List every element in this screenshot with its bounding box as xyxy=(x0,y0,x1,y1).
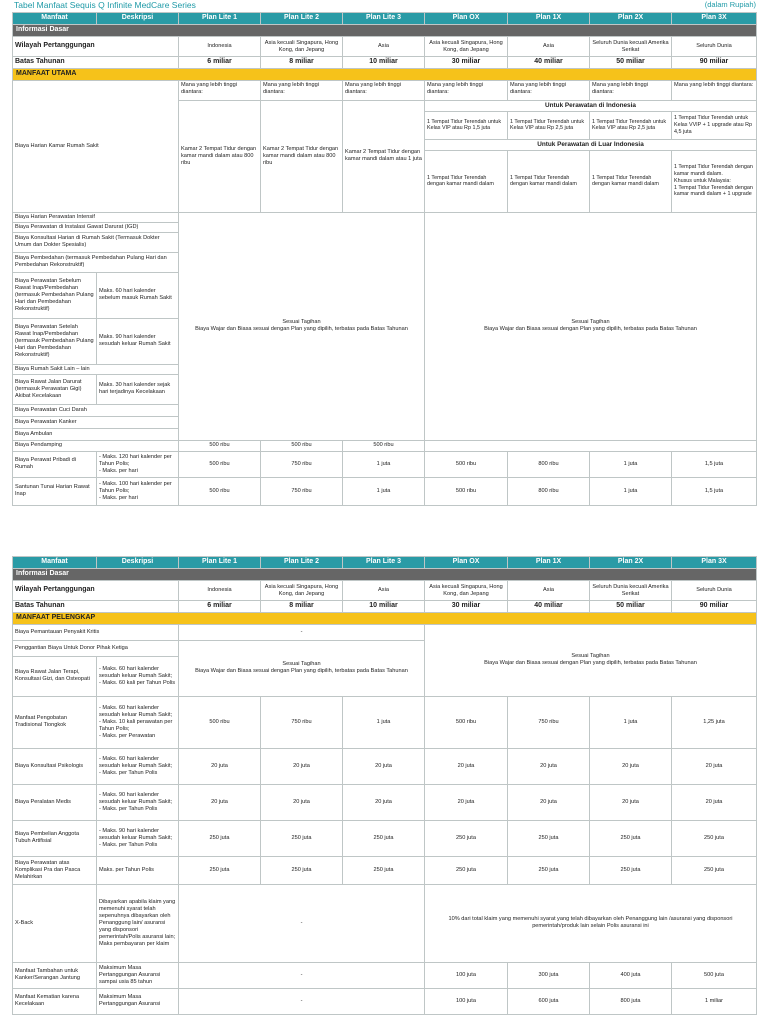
row-desc: - Maks. 90 hari kalender sesudah keluar Rumah Sakit; - Maks. per Tahun Polis xyxy=(97,820,179,856)
row-desc: - Maks. 120 hari kalender per Tahun Polis; - Maks. per hari xyxy=(97,451,179,477)
currency-note: (dalam Rupiah) xyxy=(704,0,756,9)
cell: Seluruh Dunia xyxy=(672,581,757,601)
sesuai-tagihan-lite: Sesuai Tagihan Biaya Wajar dan Biasa sesuai dengan Plan yang dipilih, terbatas pada Batas Tahunan xyxy=(179,212,425,440)
row-label: Biaya Perawatan atas Komplikasi Pra dan Pasca Melahirkan xyxy=(13,856,97,884)
cell: 250 juta xyxy=(590,856,672,884)
col-header: Plan 3X xyxy=(672,557,757,569)
sesuai-tagihan-x: Sesuai Tagihan Biaya Wajar dan Biasa sesuai dengan Plan yang dipilih, terbatas pada Batas Tahunan xyxy=(425,624,757,696)
cell: 20 juta xyxy=(590,748,672,784)
cell: 500 juta xyxy=(672,962,757,988)
row-label: Biaya Pembelian Anggota Tubuh Artifisial xyxy=(13,820,97,856)
row-desc: Dibayarkan apabila klaim yang memenuhi syarat telah sepenuhnya dibayarkan oleh Penanggung lain/ asuransi yang disponsori pemerintah/Polis asuransi lain; Maks pembayaran per klaim xyxy=(97,884,179,962)
benefit-table-main xyxy=(12,12,757,506)
subheader-luar: Untuk Perawatan di Luar Indonesia xyxy=(425,139,757,150)
cell: - xyxy=(179,884,425,962)
row-label: Biaya Perawatan Sebelum Rawat Inap/Pembedahan (termasuk Pembedahan Pulang Hari dan Pembedahan Rekonstruktif) xyxy=(13,272,97,318)
cell: 1 juta xyxy=(590,451,672,477)
row-label: Batas Tahunan xyxy=(13,57,179,69)
cell: 20 juta xyxy=(343,748,425,784)
cell: 20 juta xyxy=(508,748,590,784)
cell: 1,5 juta xyxy=(672,477,757,505)
row-label: Biaya Pemantauan Penyakit Kritis xyxy=(13,624,179,640)
row-label: Biaya Harian Perawatan Intensif xyxy=(13,212,179,222)
cell: 90 miliar xyxy=(672,57,757,69)
cell: 250 juta xyxy=(508,820,590,856)
col-header: Plan 1X xyxy=(508,13,590,25)
cell: - xyxy=(179,988,425,1014)
row-label: Biaya Perawatan Kanker xyxy=(13,416,179,428)
row-label: Biaya Ambulan xyxy=(13,428,179,440)
cell: 8 miliar xyxy=(261,601,343,613)
cell: 800 juta xyxy=(590,988,672,1014)
cell: 20 juta xyxy=(179,748,261,784)
cell: 20 juta xyxy=(590,784,672,820)
cell: 300 juta xyxy=(508,962,590,988)
cell: 250 juta xyxy=(179,820,261,856)
row-label: Biaya Peralatan Medis xyxy=(13,784,97,820)
cell: 1 Tempat Tidur Terendah dengan kamar mandi dalam xyxy=(508,150,590,212)
row-desc: Maks. per Tahun Polis xyxy=(97,856,179,884)
row-label: Penggantian Biaya Untuk Donor Pihak Ketiga xyxy=(13,640,179,656)
header-row xyxy=(13,13,757,25)
cell: 1 Tempat Tidur Terendah dengan kamar mandi dalam xyxy=(425,150,508,212)
col-header: Plan OX xyxy=(425,557,508,569)
col-header: Manfaat xyxy=(13,13,97,25)
cell: 500 ribu xyxy=(179,451,261,477)
cell: 800 ribu xyxy=(508,451,590,477)
col-header: Plan Lite 3 xyxy=(343,557,425,569)
cell: 1,25 juta xyxy=(672,696,757,748)
cell: Asia kecuali Singapura, Hong Kong, dan Jepang xyxy=(425,37,508,57)
cell: 250 juta xyxy=(343,856,425,884)
cell: 1 Tempat Tidur Terendah dengan kamar mandi dalam xyxy=(590,150,672,212)
col-header: Deskripsi xyxy=(97,13,179,25)
col-header: Deskripsi xyxy=(97,557,179,569)
cell: 1 juta xyxy=(343,696,425,748)
subheader-indonesia: Untuk Perawatan di Indonesia xyxy=(425,100,757,111)
cell: Mana yang lebih tinggi diantara: xyxy=(425,80,508,100)
cell: 250 juta xyxy=(508,856,590,884)
col-header: Manfaat xyxy=(13,557,97,569)
cell: 750 ribu xyxy=(261,477,343,505)
cell: 20 juta xyxy=(672,748,757,784)
cell: Mana yang lebih tinggi diantara: xyxy=(590,80,672,100)
col-header: Plan 2X xyxy=(590,13,672,25)
cell: - xyxy=(179,624,425,640)
cell: 500 ribu xyxy=(179,440,261,451)
cell: - xyxy=(179,962,425,988)
row-desc: Maksimum Masa Pertanggungan Asuransi xyxy=(97,988,179,1014)
section-info: Informasi Dasar xyxy=(13,25,757,37)
cell: Asia xyxy=(508,581,590,601)
section-manfaat-pelengkap: MANFAAT PELENGKAP xyxy=(13,612,757,624)
row-label: Wilayah Pertanggungan xyxy=(13,37,179,57)
col-header: Plan Lite 3 xyxy=(343,13,425,25)
cell: Mana yang lebih tinggi diantara: xyxy=(508,80,590,100)
benefit-table-pelengkap xyxy=(12,556,757,1015)
cell: 50 miliar xyxy=(590,57,672,69)
cell: 1 Tempat Tidur Terendah untuk Kelas VIP atau Rp 2,5 juta xyxy=(508,111,590,139)
section-info: Informasi Dasar xyxy=(13,569,757,581)
row-desc: Maksimum Masa Pertanggungan Asuransi sampai usia 85 tahun xyxy=(97,962,179,988)
cell: 1 Tempat Tidur Terendah untuk Kelas VIP atau Rp 1,5 juta xyxy=(425,111,508,139)
cell: 10 miliar xyxy=(343,601,425,613)
cell: 250 juta xyxy=(672,820,757,856)
row-label: Biaya Pembedahan (termasuk Pembedahan Pulang Hari dan Pembedahan Rekonstruktif) xyxy=(13,252,179,272)
cell: Kamar 2 Tempat Tidur dengan kamar mandi dalam atau 1 juta xyxy=(343,100,425,212)
sesuai-tagihan-x: Sesuai Tagihan Biaya Wajar dan Biasa sesuai dengan Plan yang dipilih, terbatas pada Batas Tahunan xyxy=(425,212,757,440)
cell: 250 juta xyxy=(261,856,343,884)
row-desc: - Maks. 60 hari kalender sesudah keluar Rumah Sakit; - Maks. 10 kali perawatan per Tahun Polis; - Maks. per Perawatan xyxy=(97,696,179,748)
cell: Asia kecuali Singapura, Hong Kong, dan Jepang xyxy=(261,581,343,601)
cell: 1 Tempat Tidur Terendah untuk Kelas VVIP + 1 upgrade atau Rp 4,5 juta xyxy=(672,111,757,139)
cell: 20 juta xyxy=(179,784,261,820)
row-label: Batas Tahunan xyxy=(13,601,179,613)
col-header: Plan Lite 2 xyxy=(261,557,343,569)
col-header: Plan Lite 1 xyxy=(179,13,261,25)
cell: 1 Tempat Tidur Terendah dengan kamar mandi dalam. Khusus untuk Malaysia: 1 Tempat Tidur Terendah dengan kamar mandi dalam + 1 upgrade xyxy=(672,150,757,212)
col-header: Plan Lite 1 xyxy=(179,557,261,569)
cell: 20 juta xyxy=(672,784,757,820)
cell: Mana yang lebih tinggi diantara: xyxy=(343,80,425,100)
cell: 100 juta xyxy=(425,988,508,1014)
cell: 1 miliar xyxy=(672,988,757,1014)
cell: Asia xyxy=(508,37,590,57)
cell: 1 juta xyxy=(343,477,425,505)
row-label: Wilayah Pertanggungan xyxy=(13,581,179,601)
cell: Kamar 2 Tempat Tidur dengan kamar mandi dalam atau 800 ribu xyxy=(179,100,261,212)
cell: 750 ribu xyxy=(261,451,343,477)
cell: 1 juta xyxy=(590,477,672,505)
cell: 250 juta xyxy=(261,820,343,856)
cell: Asia kecuali Singapura, Hong Kong, dan Jepang xyxy=(425,581,508,601)
row-desc: - Maks. 60 hari kalender sesudah keluar Rumah Sakit; - Maks. per Tahun Polis xyxy=(97,748,179,784)
cell: 20 juta xyxy=(343,784,425,820)
row-label: Biaya Konsultasi Psikologis xyxy=(13,748,97,784)
col-header: Plan Lite 2 xyxy=(261,13,343,25)
cell: Mana yang lebih tinggi diantara: xyxy=(261,80,343,100)
row-desc: - Maks. 90 hari kalender sesudah keluar Rumah Sakit; - Maks. per Tahun Polis xyxy=(97,784,179,820)
cell: 20 juta xyxy=(261,748,343,784)
cell: 1,5 juta xyxy=(672,451,757,477)
row-label: Biaya Perawat Pribadi di Rumah xyxy=(13,451,97,477)
row-desc: Maks. 90 hari kalender sesudah keluar Rumah Sakit xyxy=(97,318,179,364)
cell: 30 miliar xyxy=(425,601,508,613)
row-label: Biaya Perawatan Setelah Rawat Inap/Pembedahan (termasuk Pembedahan Pulang Hari dan Pembedahan Rekonstruktif) xyxy=(13,318,97,364)
row-desc: Maks. 60 hari kalender sebelum masuk Rumah Sakit xyxy=(97,272,179,318)
cell: 20 juta xyxy=(261,784,343,820)
cell: 30 miliar xyxy=(425,57,508,69)
cell: 20 juta xyxy=(425,784,508,820)
cell: 500 ribu xyxy=(425,477,508,505)
cell: 250 juta xyxy=(425,856,508,884)
cell: 50 miliar xyxy=(590,601,672,613)
cell: Asia xyxy=(343,37,425,57)
cell: 250 juta xyxy=(343,820,425,856)
row-desc: - Maks. 60 hari kalender sesudah keluar Rumah Sakit; - Maks. 60 kali per Tahun Polis xyxy=(97,656,179,696)
cell: Seluruh Dunia kecuali Amerika Serikat xyxy=(590,37,672,57)
cell: 10 miliar xyxy=(343,57,425,69)
section-manfaat-utama: MANFAAT UTAMA xyxy=(13,68,757,80)
cell: 250 juta xyxy=(179,856,261,884)
cell-empty xyxy=(425,440,757,451)
row-label: Biaya Rumah Sakit Lain – lain xyxy=(13,364,179,374)
row-label-kamar: Biaya Harian Kamar Rumah Sakit xyxy=(13,80,179,212)
row-label: Biaya Perawatan di Instalasi Gawat Darurat (IGD) xyxy=(13,222,179,232)
cell: 500 ribu xyxy=(179,477,261,505)
cell: 750 ribu xyxy=(508,696,590,748)
cell: 20 juta xyxy=(508,784,590,820)
row-label: Manfaat Kematian karena Kecelakaan xyxy=(13,988,97,1014)
cell: 500 ribu xyxy=(425,696,508,748)
row-desc: Maks. 30 hari kalender sejak hari terjadinya Kecelakaan xyxy=(97,374,179,404)
cell: 500 ribu xyxy=(179,696,261,748)
page-title: Tabel Manfaat Sequis Q Infinite MedCare Series xyxy=(14,0,196,10)
cell: Kamar 2 Tempat Tidur dengan kamar mandi dalam atau 800 ribu xyxy=(261,100,343,212)
cell: 1 Tempat Tidur Terendah untuk Kelas VIP atau Rp 2,5 juta xyxy=(590,111,672,139)
col-header: Plan 3X xyxy=(672,13,757,25)
col-header: Plan OX xyxy=(425,13,508,25)
row-label: Biaya Perawatan Cuci Darah xyxy=(13,404,179,416)
sesuai-tagihan-lite: Sesuai Tagihan Biaya Wajar dan Biasa sesuai dengan Plan yang dipilih, terbatas pada Batas Tahunan xyxy=(179,640,425,696)
cell: 1 juta xyxy=(590,696,672,748)
row-label: Biaya Pendamping xyxy=(13,440,179,451)
row-label: Santunan Tunai Harian Rawat Inap xyxy=(13,477,97,505)
xback-value: 10% dari total klaim yang memenuhi syarat yang telah dibayarkan oleh Penanggung lain /asuransi yang disponsori pemerintah/produk lain selain Polis asuransi ini xyxy=(425,884,757,962)
cell: 800 ribu xyxy=(508,477,590,505)
row-label: Manfaat Tambahan untuk Kanker/Serangan Jantung xyxy=(13,962,97,988)
cell: 250 juta xyxy=(425,820,508,856)
cell: 600 juta xyxy=(508,988,590,1014)
cell: 500 ribu xyxy=(425,451,508,477)
cell: Indonesia xyxy=(179,581,261,601)
row-desc: - Maks. 100 hari kalender per Tahun Polis; - Maks. per hari xyxy=(97,477,179,505)
cell: 500 ribu xyxy=(261,440,343,451)
row-label: X-Back xyxy=(13,884,97,962)
header-row xyxy=(13,557,757,569)
cell: 20 juta xyxy=(425,748,508,784)
cell: 40 miliar xyxy=(508,601,590,613)
cell: 6 miliar xyxy=(179,57,261,69)
row-label: Biaya Rawat Jalan Terapi, Konsultasi Gizi, dan Osteopati xyxy=(13,656,97,696)
col-header: Plan 1X xyxy=(508,557,590,569)
cell: Mana yang lebih tinggi diantara: xyxy=(672,80,757,100)
cell: Seluruh Dunia xyxy=(672,37,757,57)
row-label: Biaya Konsultasi Harian di Rumah Sakit (Termasuk Dokter Umum dan Dokter Spesialis) xyxy=(13,232,179,252)
cell: 750 ribu xyxy=(261,696,343,748)
cell: 1 juta xyxy=(343,451,425,477)
cell: 8 miliar xyxy=(261,57,343,69)
cell: 40 miliar xyxy=(508,57,590,69)
col-header: Plan 2X xyxy=(590,557,672,569)
cell: Asia xyxy=(343,581,425,601)
cell: 90 miliar xyxy=(672,601,757,613)
cell: 250 juta xyxy=(672,856,757,884)
cell: 250 juta xyxy=(590,820,672,856)
cell: 500 ribu xyxy=(343,440,425,451)
row-label: Biaya Rawat Jalan Darurat (termasuk Perawatan Gigi) Akibat Kecelakaan xyxy=(13,374,97,404)
cell: 6 miliar xyxy=(179,601,261,613)
cell: Seluruh Dunia kecuali Amerika Serikat xyxy=(590,581,672,601)
cell: Asia kecuali Singapura, Hong Kong, dan Jepang xyxy=(261,37,343,57)
row-label: Manfaat Pengobatan Tradisional Tiongkok xyxy=(13,696,97,748)
cell: Indonesia xyxy=(179,37,261,57)
cell: 400 juta xyxy=(590,962,672,988)
cell: Mana yang lebih tinggi diantara: xyxy=(179,80,261,100)
cell: 100 juta xyxy=(425,962,508,988)
